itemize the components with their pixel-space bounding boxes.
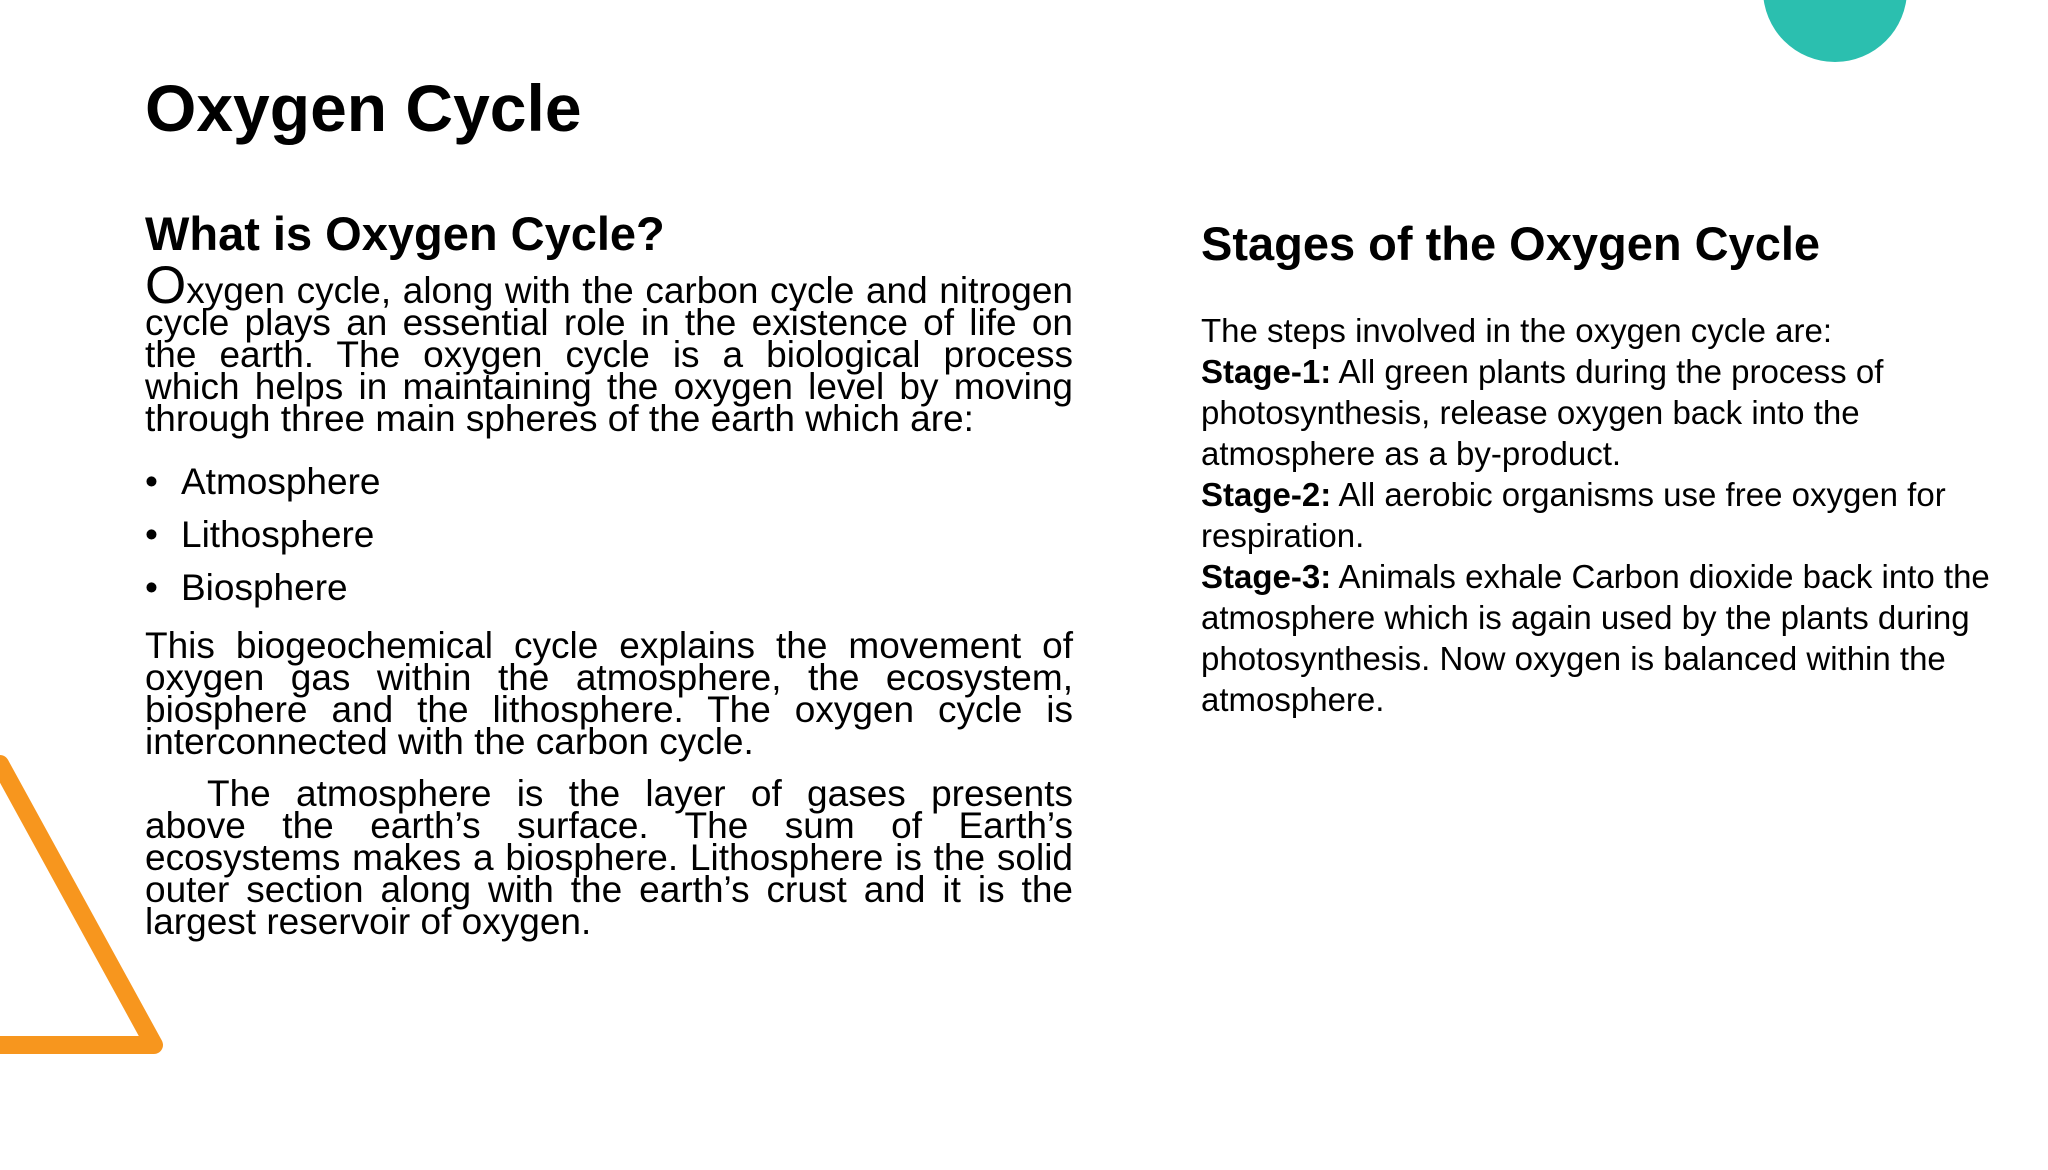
stages-intro: The steps involved in the oxygen cycle are: — [1201, 312, 1833, 350]
biogeochemical-paragraph: This biogeochemical cycle explains the movement of oxygen gas within the atmosphere, the ecosystem, biosphere and the lithosphere. The oxygen cycle is interconnected with the carbon cycle. — [145, 625, 1073, 763]
stage-label: Stage-3: — [1201, 558, 1332, 596]
stage-description: All aerobic organisms use free oxygen for respiration. — [1201, 476, 1946, 555]
stage-item — [1201, 351, 2041, 474]
bullet-dot: • — [145, 514, 158, 556]
list-item-label: Biosphere — [181, 567, 348, 609]
intro-paragraph — [145, 256, 1073, 440]
list-item — [145, 561, 1073, 614]
intro-text: xygen cycle, along with the carbon cycle and nitrogen cycle plays an essential role in the existence of life on the earth. The oxygen cycle is a biological process which helps in maintaining the oxygen level by moving through three main spheres of the earth which are: — [145, 270, 1073, 440]
stage-item — [1201, 556, 2041, 720]
stage-label: Stage-2: — [1201, 476, 1332, 514]
list-item — [145, 455, 1073, 508]
slide-title: Oxygen Cycle — [145, 71, 582, 145]
decorative-circle — [1763, 0, 1907, 62]
atmosphere-paragraph: The atmosphere is the layer of gases presents above the earth’s surface. The sum of Earth’s ecosystems makes a biosphere. Lithosphere is the solid outer section along with the earth’s crust and it is the largest reservoir of oxygen. — [145, 773, 1073, 943]
what-is-heading: What is Oxygen Cycle? — [145, 207, 665, 260]
stage-description: Animals exhale Carbon dioxide back into the atmosphere which is again used by the plants during photosynthesis. Now oxygen is balanced within the atmosphere. — [1201, 558, 1990, 719]
stage-label: Stage-1: — [1201, 353, 1332, 391]
list-item-label: Atmosphere — [181, 461, 381, 503]
left-column — [145, 206, 1073, 943]
stages-heading: Stages of the Oxygen Cycle — [1201, 217, 1821, 270]
list-item — [145, 508, 1073, 561]
list-item-label: Lithosphere — [181, 514, 375, 556]
bullet-dot: • — [145, 461, 158, 503]
intro-dropcap: O — [145, 256, 187, 316]
spheres-list — [145, 455, 1073, 614]
stage-description: All green plants during the process of photosynthesis, release oxygen back into the atmosphere as a by-product. — [1201, 353, 1884, 473]
bullet-dot: • — [145, 567, 158, 609]
right-column — [1201, 216, 2041, 720]
stage-item — [1201, 474, 2041, 556]
